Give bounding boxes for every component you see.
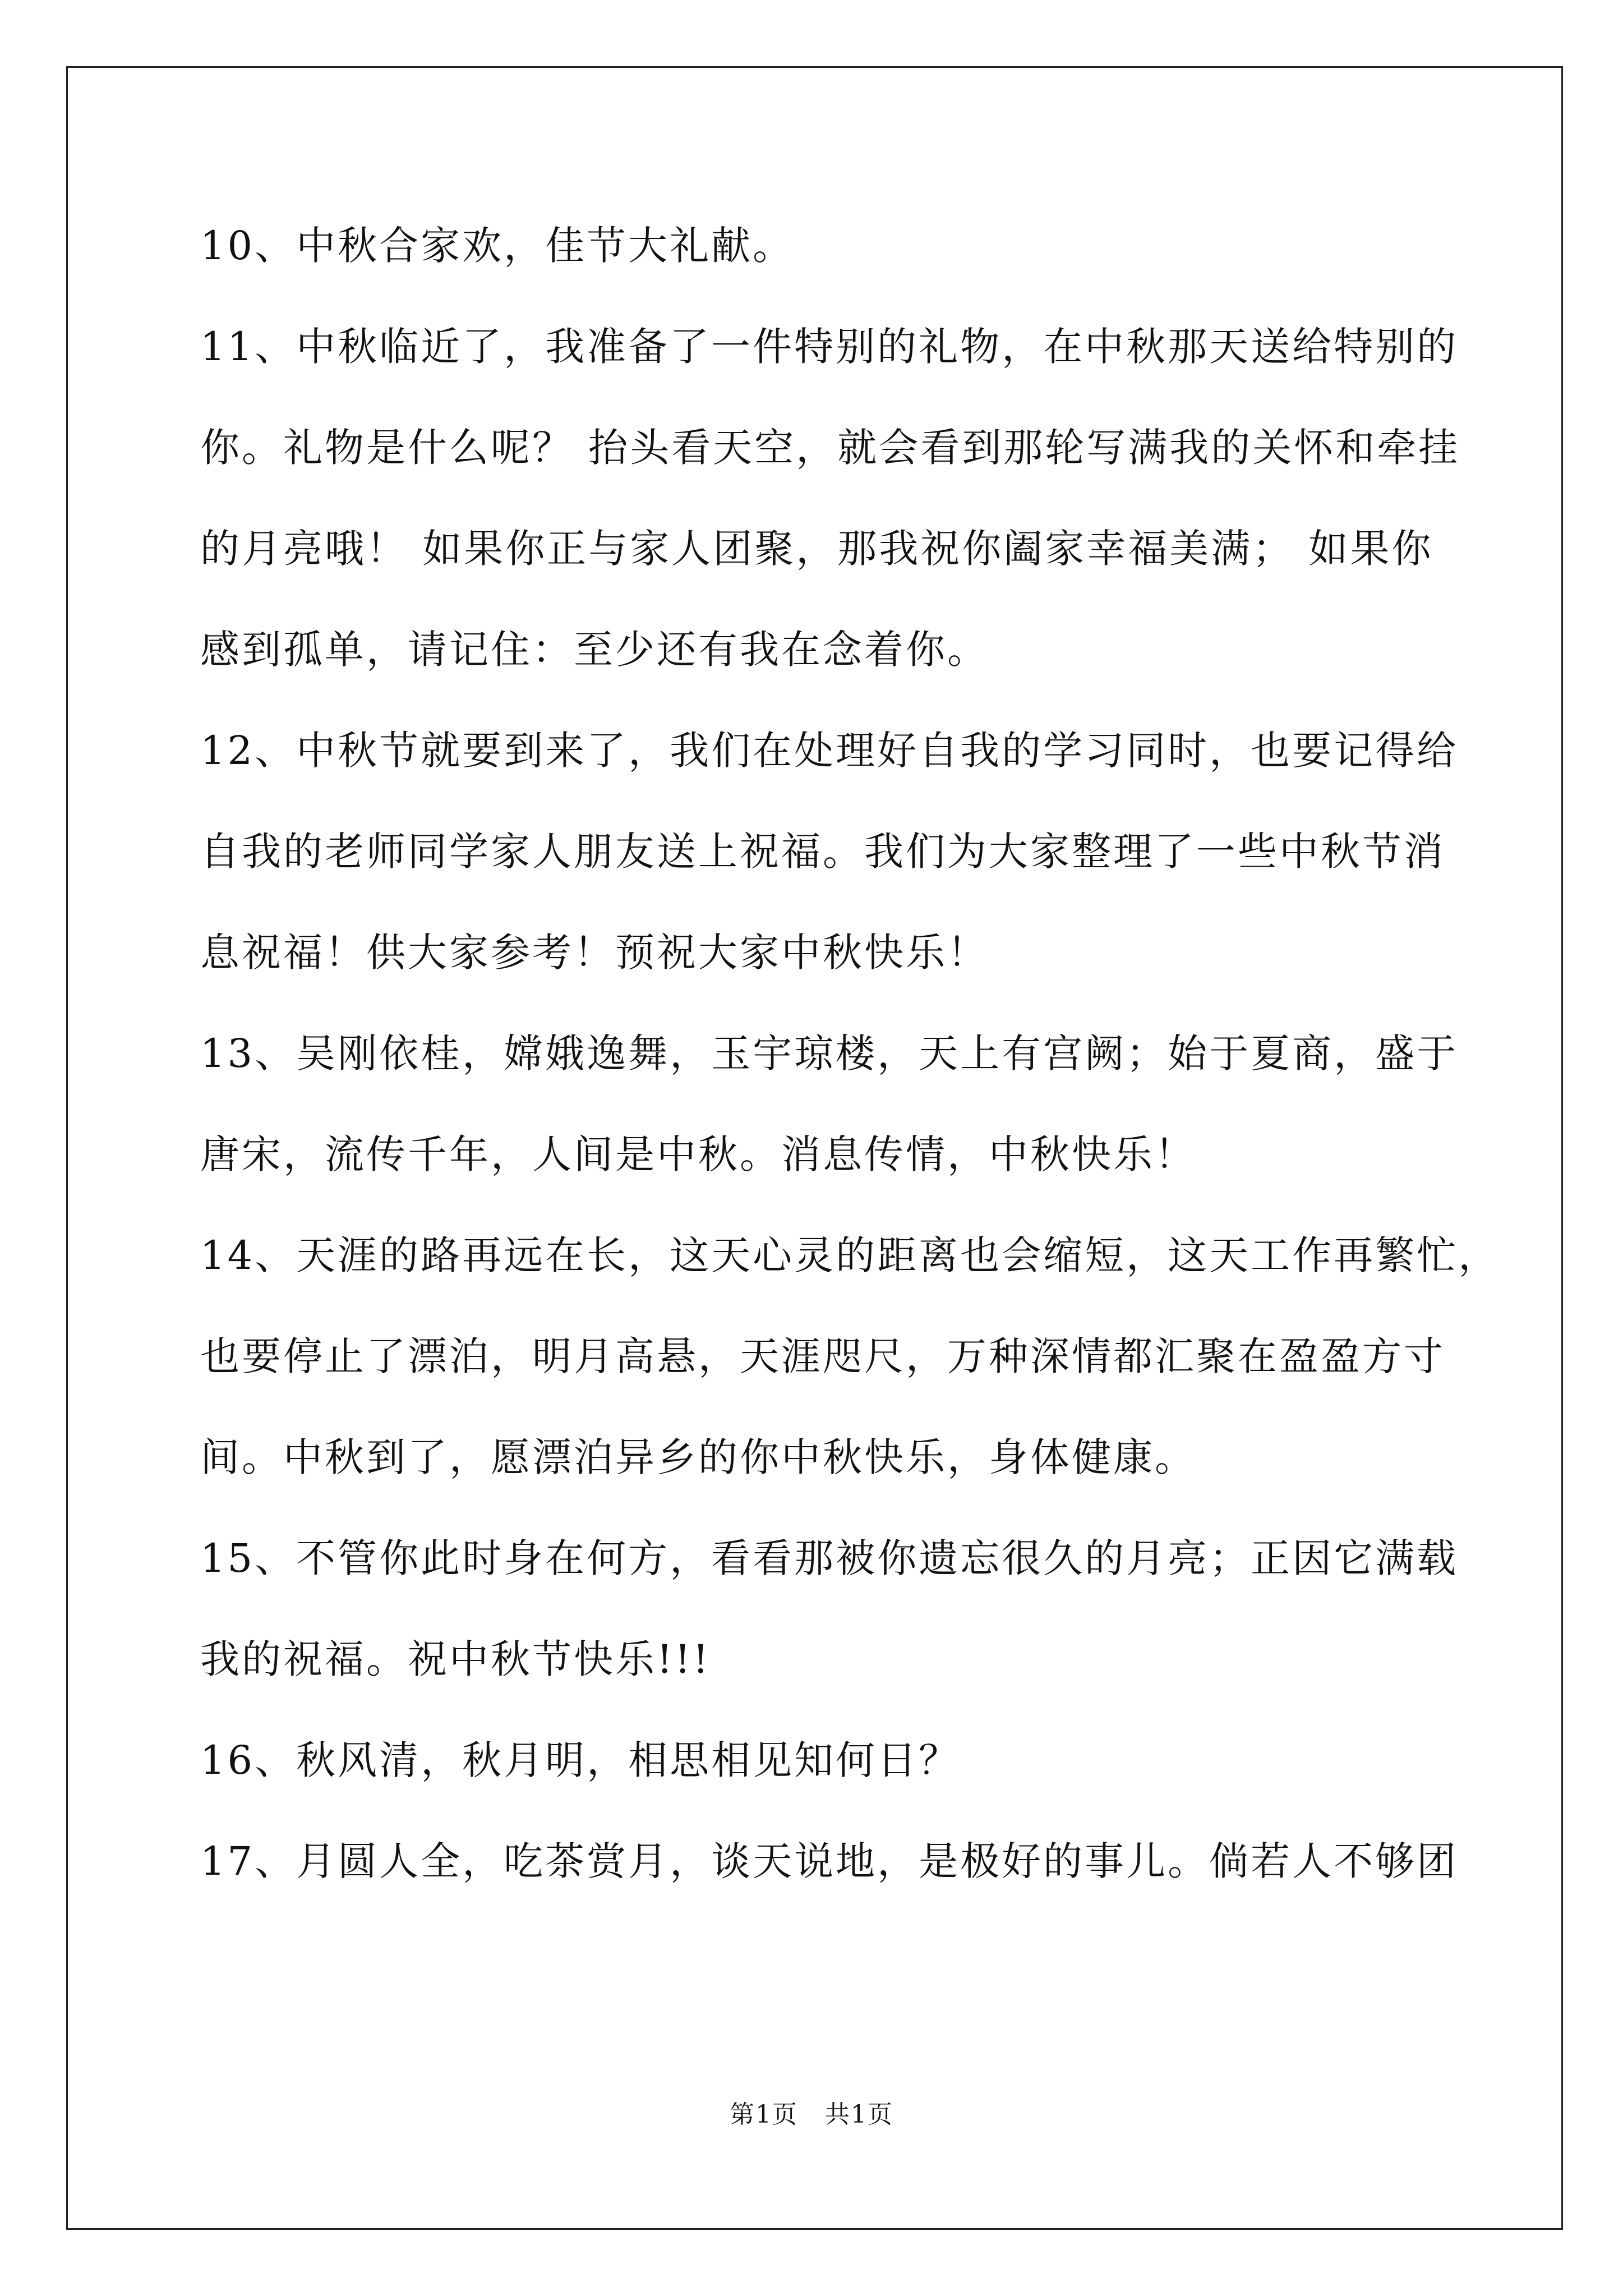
text-line: 的月亮哦！ 如果你正与家人团聚，那我祝你阖家幸福美满； 如果你 [200, 526, 1433, 572]
text-line: 间。中秋到了，愿漂泊异乡的你中秋快乐，身体健康。 [200, 1434, 1196, 1480]
text-line: 15、不管你此时身在何方，看看那被你遗忘很久的月亮；正因它满载 [200, 1535, 1459, 1581]
text-line: 感到孤单，请记住：至少还有我在念着你。 [200, 627, 989, 673]
text-line: 12、中秋节就要到来了，我们在处理好自我的学习同时，也要记得给 [200, 728, 1459, 774]
document-body [200, 219, 1500, 1935]
text-line: 14、天涯的路再远在长，这天心灵的距离也会缩短，这天工作再繁忙， [200, 1232, 1500, 1278]
text-line: 17、月圆人全，吃茶赏月，谈天说地，是极好的事儿。倘若人不够团 [200, 1838, 1459, 1884]
page-number-footer: 第1页 共1页 [730, 2100, 893, 2129]
text-line: 自我的老师同学家人朋友送上祝福。我们为大家整理了一些中秋节消 [200, 829, 1445, 875]
text-line: 我的祝福。祝中秋节快乐!!! [200, 1636, 711, 1682]
text-line: 唐宋，流传千年，人间是中秋。消息传情，中秋快乐！ [200, 1131, 1196, 1177]
text-line: 你。礼物是什么呢？ 抬头看天空，就会看到那轮写满我的关怀和牵挂 [200, 425, 1460, 471]
text-line: 也要停止了漂泊，明月高悬，天涯咫尺，万种深情都汇聚在盈盈方寸 [200, 1333, 1445, 1379]
text-line: 11、中秋临近了，我准备了一件特别的礼物，在中秋那天送给特别的 [200, 324, 1459, 370]
text-line: 10、中秋合家欢，佳节大礼献。 [200, 223, 795, 269]
text-line: 息祝福！供大家参考！预祝大家中秋快乐！ [200, 930, 989, 976]
text-line: 13、吴刚依桂，嫦娥逸舞，玉宇琼楼，天上有宫阙；始于夏商，盛于 [200, 1030, 1459, 1076]
text-line: 16、秋风清，秋月明，相思相见知何日？ [200, 1737, 961, 1783]
